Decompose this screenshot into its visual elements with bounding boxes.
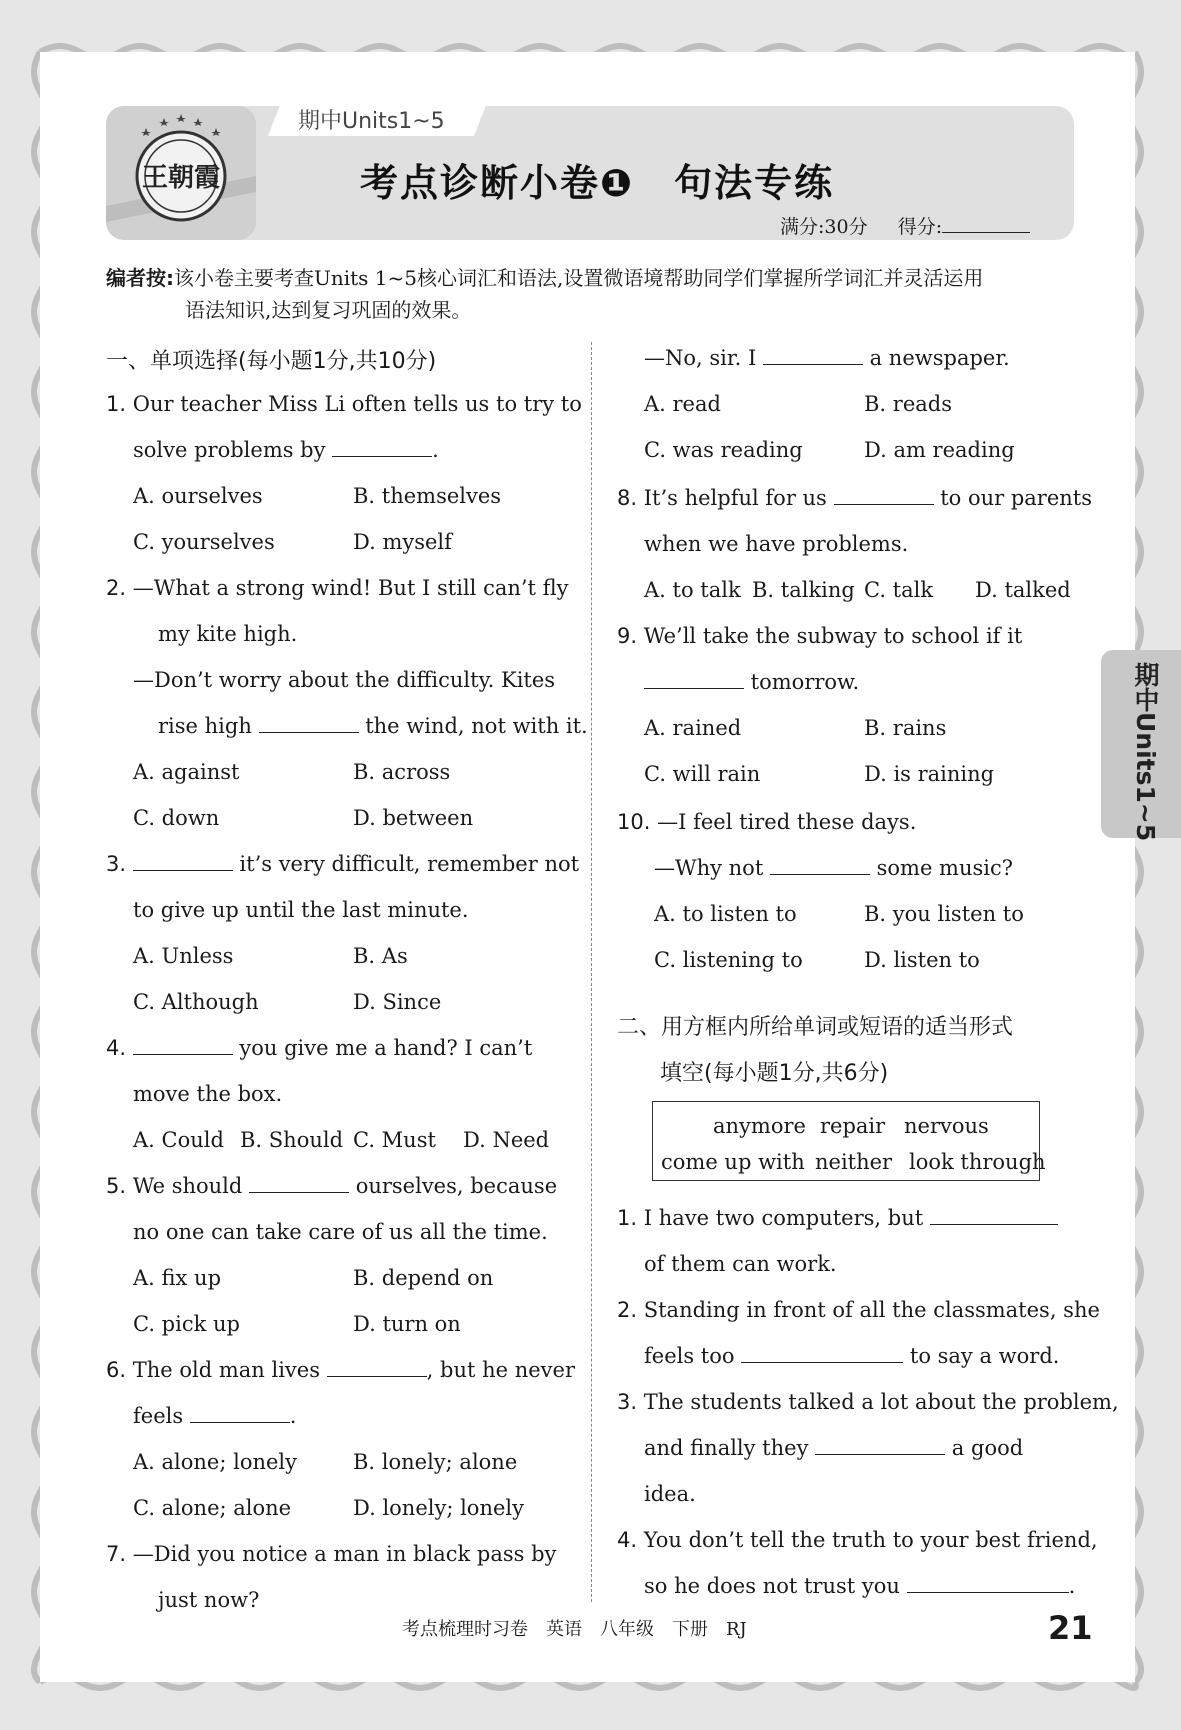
s2-q3-line3: idea.	[644, 1482, 696, 1506]
q4-line1: 4. you give me a hand? I can’t	[106, 1036, 533, 1060]
q2-line3: —Don’t worry about the difficulty. Kites	[133, 668, 556, 692]
q6-option-d[interactable]: D. lonely; lonely	[353, 1496, 524, 1520]
q6-option-b[interactable]: B. lonely; alone	[353, 1450, 518, 1474]
page-number: 21	[1048, 1609, 1093, 1647]
q4-option-d[interactable]: D. Need	[463, 1128, 550, 1152]
q7-option-c[interactable]: C. was reading	[644, 438, 803, 462]
word-repair: repair	[820, 1114, 886, 1138]
editor-note-label: 编者按:	[106, 266, 174, 290]
s2-q3-line1: 3. The students talked a lot about the problem,	[617, 1390, 1119, 1414]
q10-option-c[interactable]: C. listening to	[654, 948, 803, 972]
q8-option-d[interactable]: D. talked	[975, 578, 1071, 602]
s2-q4-line1: 4. You don’t tell the truth to your best friend,	[617, 1528, 1098, 1552]
q10-option-a[interactable]: A. to listen to	[654, 902, 797, 926]
q6-blank1[interactable]	[327, 1375, 427, 1377]
q6-blank2[interactable]	[190, 1421, 290, 1423]
q3-option-c[interactable]: C. Although	[133, 990, 259, 1014]
editor-note-line2: 语法知识,达到复习巩固的效果。	[185, 298, 472, 322]
q1-line1: 1. Our teacher Miss Li often tells us to try to	[106, 392, 582, 416]
s2-q2-blank[interactable]	[741, 1361, 903, 1363]
q1-blank[interactable]	[332, 455, 432, 457]
q2-option-d[interactable]: D. between	[353, 806, 474, 830]
full-score: 满分:30分	[780, 216, 868, 238]
q2-line2: my kite high.	[158, 622, 298, 646]
logo-text: 王朝霞	[141, 163, 221, 193]
q4-line2: move the box.	[133, 1082, 283, 1106]
q3-line1: 3. it’s very difficult, remember not	[106, 852, 580, 876]
q6-line1: 6. The old man lives , but he never	[106, 1358, 575, 1382]
q7-option-a[interactable]: A. read	[644, 392, 721, 416]
q2-line4: rise high the wind, not with it.	[158, 714, 588, 738]
s2-q3-line2: and finally they a good	[644, 1436, 1024, 1460]
section2-title-line1: 二、用方框内所给单词或短语的适当形式	[617, 1015, 1014, 1040]
q5-line2: no one can take care of us all the time.	[133, 1220, 548, 1244]
q8-option-b[interactable]: B. talking	[752, 578, 855, 602]
q8-option-a[interactable]: A. to talk	[644, 578, 741, 602]
editor-note-line1: 该小卷主要考查Units 1~5核心词汇和语法,设置微语境帮助同学们掌握所学词汇并灵活运用	[174, 266, 984, 290]
s2-q2-line2: feels too to say a word.	[644, 1344, 1060, 1368]
q1-option-a[interactable]: A. ourselves	[133, 484, 263, 508]
q7-option-b[interactable]: B. reads	[864, 392, 952, 416]
s2-q2-line1: 2. Standing in front of all the classmates, she	[617, 1298, 1100, 1322]
footer-text: 考点梳理时习卷 英语 八年级 下册 RJ	[402, 1619, 747, 1640]
s2-q1-line2: of them can work.	[644, 1252, 837, 1276]
editor-note	[106, 262, 983, 291]
score-blank[interactable]	[942, 231, 1030, 233]
q9-option-c[interactable]: C. will rain	[644, 762, 761, 786]
unit-label: 期中Units1~5	[298, 109, 445, 134]
section2-title-line2: 填空(每小题1分,共6分)	[660, 1061, 889, 1086]
side-tab-label: 期中Units1~5	[1131, 662, 1160, 842]
q2-option-b[interactable]: B. across	[353, 760, 451, 784]
q3-option-b[interactable]: B. As	[353, 944, 408, 968]
q5-line1: 5. We should ourselves, because	[106, 1174, 558, 1198]
page-title: 考点诊断小卷❶ 句法专练	[360, 161, 835, 205]
q5-blank[interactable]	[249, 1191, 349, 1193]
word-look-through: look through	[909, 1150, 1046, 1174]
q6-option-c[interactable]: C. alone; alone	[133, 1496, 292, 1520]
q9-line2: tomorrow.	[644, 670, 859, 694]
q2-option-c[interactable]: C. down	[133, 806, 220, 830]
q2-line1: 2. —What a strong wind! But I still can’t fly	[106, 576, 569, 600]
q7-line1: 7. —Did you notice a man in black pass by	[106, 1542, 557, 1566]
q10-option-d[interactable]: D. listen to	[864, 948, 980, 972]
q4-blank[interactable]	[133, 1053, 233, 1055]
q2-blank[interactable]	[259, 731, 359, 733]
word-anymore: anymore	[713, 1114, 806, 1138]
column-divider	[591, 342, 592, 1602]
q6-line2: feels .	[133, 1404, 297, 1428]
q8-option-c[interactable]: C. talk	[864, 578, 934, 602]
score-label: 得分:	[897, 216, 943, 238]
word-neither: neither	[815, 1150, 893, 1174]
q5-option-c[interactable]: C. pick up	[133, 1312, 240, 1336]
q3-option-d[interactable]: D. Since	[353, 990, 442, 1014]
q3-blank[interactable]	[133, 869, 233, 871]
q10-line1: 10. —I feel tired these days.	[617, 810, 917, 834]
q9-line1: 9. We’ll take the subway to school if it	[617, 624, 1023, 648]
q9-option-d[interactable]: D. is raining	[864, 762, 995, 786]
q7-blank[interactable]	[763, 363, 863, 365]
q1-line2: solve problems by .	[133, 438, 439, 462]
q3-option-a[interactable]: A. Unless	[133, 944, 234, 968]
q10-option-b[interactable]: B. you listen to	[864, 902, 1024, 926]
s2-q3-blank[interactable]	[815, 1453, 945, 1455]
s2-q1-blank[interactable]	[930, 1223, 1058, 1225]
q10-line2: —Why not some music?	[654, 856, 1013, 880]
q8-line2: when we have problems.	[644, 532, 909, 556]
q5-option-a[interactable]: A. fix up	[133, 1266, 222, 1290]
q9-option-b[interactable]: B. rains	[864, 716, 947, 740]
q2-option-a[interactable]: A. against	[133, 760, 240, 784]
q4-option-c[interactable]: C. Must	[353, 1128, 436, 1152]
q1-option-d[interactable]: D. myself	[353, 530, 452, 554]
s2-q1-line1: 1. I have two computers, but	[617, 1206, 1058, 1230]
logo-badge	[106, 106, 256, 240]
q9-blank[interactable]	[644, 687, 744, 689]
score-line	[780, 212, 1030, 239]
word-nervous: nervous	[904, 1114, 989, 1138]
s2-q4-line2: so he does not trust you .	[644, 1574, 1076, 1598]
q5-option-b[interactable]: B. depend on	[353, 1266, 494, 1290]
q1-option-b[interactable]: B. themselves	[353, 484, 502, 508]
q7-line2: just now?	[158, 1588, 260, 1612]
q4-option-b[interactable]: B. Should	[240, 1128, 344, 1152]
q10-blank[interactable]	[770, 873, 870, 875]
section1-title: 一、单项选择(每小题1分,共10分)	[106, 349, 437, 374]
s2-q4-blank[interactable]	[907, 1591, 1069, 1593]
q8-line1: 8. It’s helpful for us to our parents	[617, 486, 1092, 510]
word-come-up-with: come up with	[661, 1150, 805, 1174]
q1-option-c[interactable]: C. yourselves	[133, 530, 275, 554]
q7-line3: —No, sir. I a newspaper.	[644, 346, 1010, 370]
q8-blank[interactable]	[834, 503, 934, 505]
q3-line2: to give up until the last minute.	[133, 898, 469, 922]
q7-option-d[interactable]: D. am reading	[864, 438, 1015, 462]
q5-option-d[interactable]: D. turn on	[353, 1312, 461, 1336]
q9-option-a[interactable]: A. rained	[644, 716, 742, 740]
q4-option-a[interactable]: A. Could	[133, 1128, 224, 1152]
q6-option-a[interactable]: A. alone; lonely	[133, 1450, 297, 1474]
